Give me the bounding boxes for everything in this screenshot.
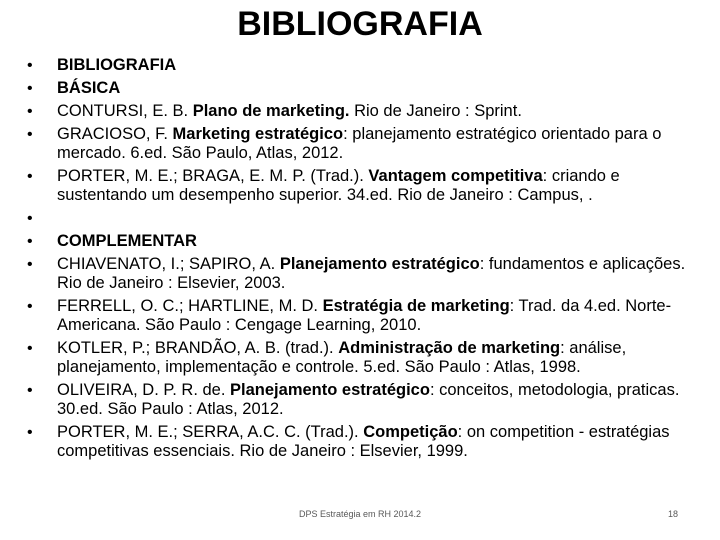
reference-author: KOTLER, P.; BRANDÃO, A. B. (trad.). xyxy=(57,339,339,357)
footer-text: DPS Estratégia em RH 2014.2 xyxy=(298,509,422,519)
reference-title: Plano de marketing. xyxy=(192,102,350,120)
list-item xyxy=(27,79,699,98)
list-item xyxy=(27,297,699,335)
reference-details: : Trad. da 4.ed. Norte-Americana. São Paulo : Cengage Learning, 2010. xyxy=(57,297,672,334)
reference-details: : fundamentos e aplicações. Rio de Janeiro : Elsevier, 2003. xyxy=(57,255,686,292)
reference-title: Planejamento estratégico xyxy=(279,255,480,273)
list-item xyxy=(27,167,699,205)
list-item xyxy=(27,102,699,121)
reference-details: : on competition - estratégias competitivas essenciais. Rio de Janeiro : Elsevier, 1999. xyxy=(57,423,670,460)
reference-author: FERRELL, O. C.; HARTLINE, M. D. xyxy=(57,297,323,315)
reference-title: Estratégia de marketing xyxy=(322,297,510,315)
reference-author: PORTER, M. E.; BRAGA, E. M. P. (Trad.). xyxy=(57,167,369,185)
list-item xyxy=(27,125,699,163)
empty-list-item xyxy=(27,209,699,228)
reference-details: : planejamento estratégico orientado para o mercado. 6.ed. São Paulo, Atlas, 2012. xyxy=(57,125,662,162)
list-item xyxy=(27,56,699,75)
page-title: BIBLIOGRAFIA xyxy=(237,5,483,43)
reference-title: Competição xyxy=(363,423,458,441)
reference-author: CHIAVENATO, I.; SAPIRO, A. xyxy=(57,255,280,273)
reference-title: Vantagem competitiva xyxy=(368,167,543,185)
reference-details: : criando e sustentando um desempenho superior. 34.ed. Rio de Janeiro : Campus, . xyxy=(57,167,620,204)
reference-title: Administração de marketing xyxy=(338,339,561,357)
page-number: 18 xyxy=(667,509,678,519)
reference-author: CONTURSI, E. B. xyxy=(57,102,193,120)
reference-title: Planejamento estratégico xyxy=(230,381,430,399)
section-heading: BÁSICA xyxy=(57,79,121,97)
reference-title: Marketing estratégico xyxy=(172,125,344,143)
reference-details: Rio de Janeiro : Sprint. xyxy=(349,102,522,120)
reference-details: : análise, planejamento, implementação e controle. 5.ed. São Paulo : Atlas, 1998. xyxy=(57,339,627,376)
reference-details: : conceitos, metodologia, praticas. 30.ed. São Paulo : Atlas, 2012. xyxy=(57,381,680,418)
section-heading: COMPLEMENTAR xyxy=(57,232,197,250)
reference-author: GRACIOSO, F. xyxy=(57,125,173,143)
list-item xyxy=(27,232,699,251)
list-item xyxy=(27,255,699,293)
list-item xyxy=(27,339,699,377)
list-item xyxy=(27,423,699,461)
reference-author: OLIVEIRA, D. P. R. de. xyxy=(57,381,231,399)
section-heading: BIBLIOGRAFIA xyxy=(57,56,177,74)
list-item xyxy=(27,381,699,419)
reference-author: PORTER, M. E.; SERRA, A.C. C. (Trad.). xyxy=(57,423,364,441)
bibliography-list xyxy=(27,56,699,465)
